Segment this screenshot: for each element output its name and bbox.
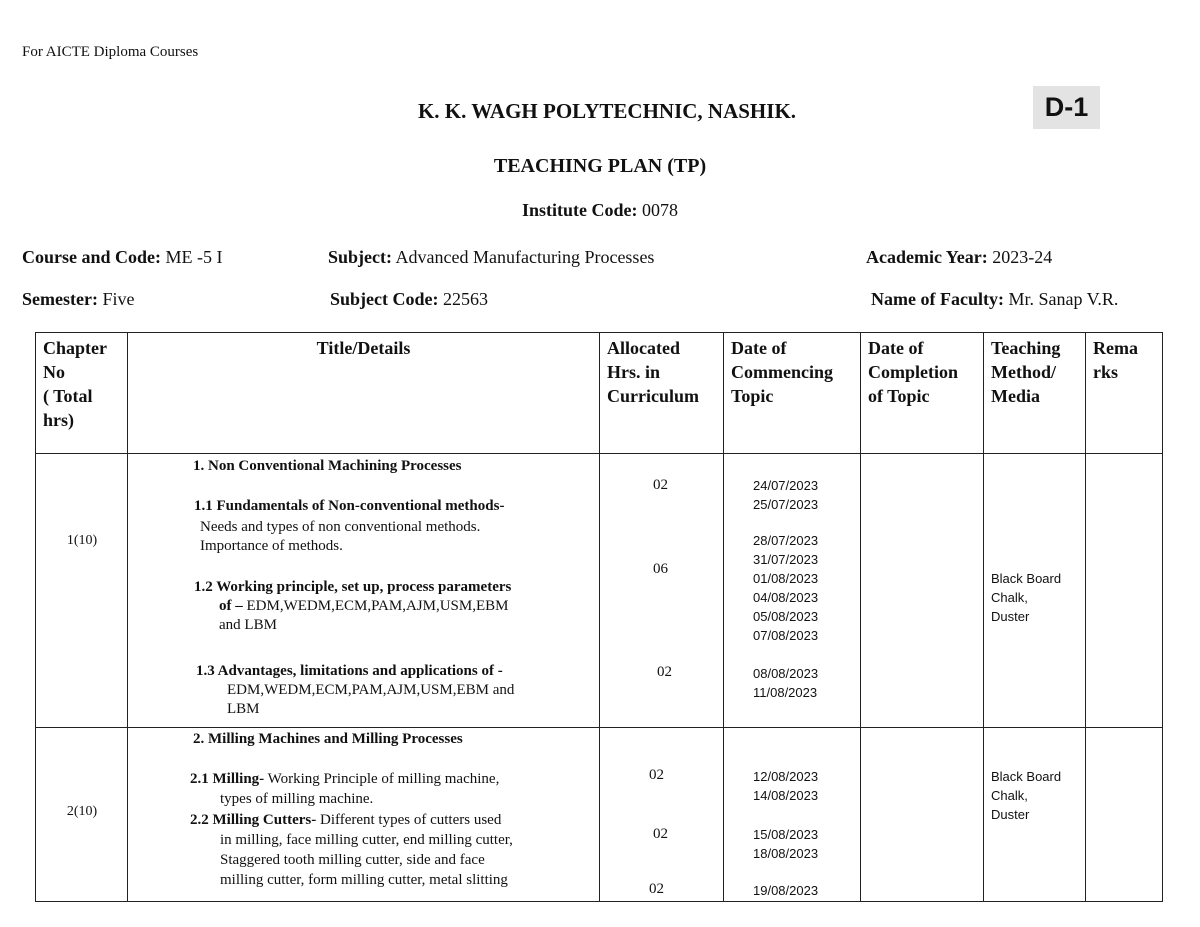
section-title: 1.2 Working principle, set up, process parameters bbox=[194, 579, 512, 595]
header-hours-line: Hrs. in bbox=[607, 362, 661, 382]
course-value: ME -5 I bbox=[165, 247, 223, 267]
section-title: 2.2 Milling Cutters- bbox=[190, 812, 317, 828]
subject bbox=[328, 247, 654, 268]
commencing-dates bbox=[753, 531, 818, 645]
header-commencing bbox=[724, 333, 861, 454]
method-line: Black Board bbox=[991, 571, 1062, 586]
section-text: in milling, face milling cutter, end milling cutter, bbox=[220, 832, 513, 848]
section-text: Needs and types of non conventional methods. bbox=[200, 519, 481, 535]
course-code bbox=[22, 247, 223, 268]
hours-cell bbox=[600, 728, 724, 902]
course-label: Course and Code: bbox=[22, 247, 162, 267]
subject-label: Subject: bbox=[328, 247, 392, 267]
method-cell bbox=[984, 454, 1086, 728]
subject-code-label: Subject Code: bbox=[330, 289, 439, 309]
header-chapter-line: hrs) bbox=[43, 410, 74, 430]
allocated-hours: 02 bbox=[657, 664, 672, 680]
subject-value: Advanced Manufacturing Processes bbox=[395, 247, 655, 267]
method-line: Duster bbox=[991, 807, 1030, 822]
subject-code-value: 22563 bbox=[443, 289, 488, 309]
commencing-cell bbox=[724, 454, 861, 728]
faculty-value: Mr. Sanap V.R. bbox=[1008, 289, 1119, 309]
header-completion-line: Date of bbox=[868, 338, 924, 358]
header-commencing-line: Topic bbox=[731, 386, 774, 406]
header-hours-line: Curriculum bbox=[607, 386, 699, 406]
subject-code bbox=[330, 289, 488, 310]
remarks-cell bbox=[1086, 454, 1163, 728]
year-value: 2023-24 bbox=[992, 247, 1053, 267]
academic-year bbox=[866, 247, 1052, 268]
commencing-cell bbox=[724, 728, 861, 902]
faculty-label: Name of Faculty: bbox=[871, 289, 1004, 309]
section-title: 1.1 Fundamentals of Non-conventional methods- bbox=[194, 498, 505, 514]
date: 01/08/2023 bbox=[753, 571, 819, 586]
date: 05/08/2023 bbox=[753, 609, 819, 624]
header-remarks bbox=[1086, 333, 1163, 454]
header-hours-line: Allocated bbox=[607, 338, 680, 358]
chapter-number-cell bbox=[36, 454, 128, 728]
section-text: EDM,WEDM,ECM,PAM,AJM,USM,EBM and bbox=[227, 682, 515, 698]
commencing-dates bbox=[753, 664, 818, 702]
section-text-bold: of – bbox=[219, 598, 243, 614]
header-commencing-line: Commencing bbox=[731, 362, 833, 382]
header-method-line: Media bbox=[991, 386, 1040, 406]
institute-code-value: 0078 bbox=[642, 200, 678, 220]
header-completion-line: of Topic bbox=[868, 386, 930, 406]
allocated-hours: 02 bbox=[653, 477, 668, 493]
header-chapter-line: ( Total bbox=[43, 386, 93, 406]
allocated-hours: 06 bbox=[653, 561, 668, 577]
teaching-plan-table bbox=[35, 332, 1163, 902]
chapter-details-cell bbox=[128, 728, 600, 902]
hours-cell bbox=[600, 454, 724, 728]
header-chapter-line: Chapter bbox=[43, 338, 107, 358]
chapter-number: 1(10) bbox=[66, 533, 98, 548]
institute-code-label: Institute Code: bbox=[522, 200, 638, 220]
commencing-dates bbox=[753, 825, 818, 863]
table-header-row bbox=[36, 333, 1163, 454]
header-remarks-line: Rema bbox=[1093, 338, 1138, 358]
chapter-heading: 1. Non Conventional Machining Processes bbox=[193, 458, 462, 474]
header-hours bbox=[600, 333, 724, 454]
completion-cell bbox=[861, 454, 984, 728]
date: 18/08/2023 bbox=[753, 846, 819, 861]
allocated-hours: 02 bbox=[649, 767, 664, 783]
section-text bbox=[219, 597, 509, 616]
header-method bbox=[984, 333, 1086, 454]
section-title: 2.1 Milling- bbox=[190, 771, 265, 787]
date: 08/08/2023 bbox=[753, 666, 819, 681]
allocated-hours: 02 bbox=[653, 826, 668, 842]
header-title: Title/Details bbox=[128, 333, 600, 454]
date: 28/07/2023 bbox=[753, 533, 819, 548]
date: 24/07/2023 bbox=[753, 478, 819, 493]
method-line: Chalk, bbox=[991, 590, 1028, 605]
date: 25/07/2023 bbox=[753, 497, 819, 512]
date: 07/08/2023 bbox=[753, 628, 819, 643]
section-text-rest: Different types of cutters used bbox=[316, 812, 502, 828]
method-line: Black Board bbox=[991, 769, 1062, 784]
date: 31/07/2023 bbox=[753, 552, 819, 567]
header-remarks-line: rks bbox=[1093, 362, 1119, 382]
date: 11/08/2023 bbox=[753, 685, 818, 700]
section-text bbox=[190, 770, 499, 789]
date: 15/08/2023 bbox=[753, 827, 819, 842]
section-text: milling cutter, form milling cutter, metal slitting bbox=[220, 872, 508, 888]
institute-code bbox=[0, 200, 1200, 221]
method-line: Chalk, bbox=[991, 788, 1028, 803]
table-row bbox=[36, 454, 1163, 728]
commencing-dates bbox=[753, 767, 818, 805]
section-text: and LBM bbox=[219, 617, 277, 633]
header-completion-line: Completion bbox=[868, 362, 958, 382]
method-line: Duster bbox=[991, 609, 1030, 624]
allocated-hours: 02 bbox=[649, 881, 664, 897]
semester-value: Five bbox=[102, 289, 135, 309]
section-text: Staggered tooth milling cutter, side and face bbox=[220, 852, 485, 868]
completion-cell bbox=[861, 728, 984, 902]
remarks-cell bbox=[1086, 728, 1163, 902]
year-label: Academic Year: bbox=[866, 247, 988, 267]
teaching-method bbox=[991, 569, 1061, 626]
section-title: 1.3 Advantages, limitations and applications of - bbox=[196, 663, 503, 679]
page-title: TEACHING PLAN (TP) bbox=[493, 155, 707, 177]
header-commencing-line: Date of bbox=[731, 338, 787, 358]
method-cell bbox=[984, 728, 1086, 902]
chapter-details-cell bbox=[128, 454, 600, 728]
institute-name: K. K. WAGH POLYTECHNIC, NASHIK. bbox=[417, 99, 797, 123]
header-method-line: Method/ bbox=[991, 362, 1056, 382]
header-chapter bbox=[36, 333, 128, 454]
date: 14/08/2023 bbox=[753, 788, 819, 803]
table-row bbox=[36, 728, 1163, 902]
date: 19/08/2023 bbox=[753, 883, 819, 898]
course-note: For AICTE Diploma Courses bbox=[22, 44, 199, 60]
chapter-number: 2(10) bbox=[66, 804, 98, 819]
chapter-number-cell bbox=[36, 728, 128, 902]
date: 12/08/2023 bbox=[753, 769, 819, 784]
section-text: LBM bbox=[227, 701, 260, 717]
semester bbox=[22, 289, 134, 310]
commencing-dates bbox=[753, 476, 818, 514]
commencing-dates bbox=[753, 881, 818, 900]
header-completion bbox=[861, 333, 984, 454]
chapter-heading: 2. Milling Machines and Milling Processes bbox=[193, 731, 463, 747]
section-text: types of milling machine. bbox=[220, 791, 374, 807]
document-badge: D-1 bbox=[1033, 86, 1100, 129]
faculty-name bbox=[871, 289, 1118, 310]
date: 04/08/2023 bbox=[753, 590, 819, 605]
semester-label: Semester: bbox=[22, 289, 98, 309]
section-text-rest: Working Principle of milling machine, bbox=[264, 771, 500, 787]
header-method-line: Teaching bbox=[991, 338, 1061, 358]
section-text-rest: EDM,WEDM,ECM,PAM,AJM,USM,EBM bbox=[242, 598, 509, 614]
section-text: Importance of methods. bbox=[200, 538, 343, 554]
header-chapter-line: No bbox=[43, 362, 65, 382]
teaching-method bbox=[991, 767, 1061, 824]
section-text bbox=[190, 811, 501, 830]
